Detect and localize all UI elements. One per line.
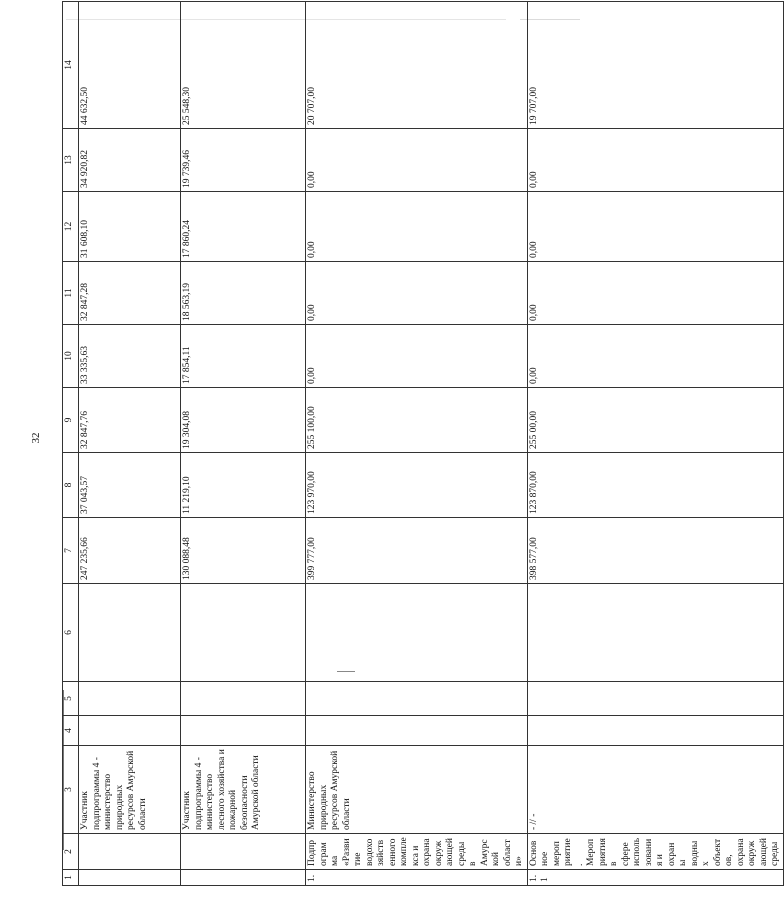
header-col-13: 13 [63, 129, 79, 192]
cell-number [181, 870, 306, 886]
cell-year-value: 44 632,50 [79, 2, 181, 129]
cell-col-4 [181, 716, 306, 746]
header-col-3: 3 [63, 746, 79, 834]
cell-year-value: 0,00 [527, 262, 783, 325]
cell-total: 130 088,48 [181, 518, 306, 584]
cell-number: 1.1 [527, 870, 783, 886]
cell-col-5 [306, 682, 528, 716]
cell-total: 399 777,00 [306, 518, 528, 584]
cell-year-value: 0,00 [306, 129, 528, 192]
cell-year-value: 0,00 [527, 129, 783, 192]
cell-year-value: 25 548,30 [181, 2, 306, 129]
cell-year-value: 255 100,00 [306, 388, 528, 453]
cell-program [181, 834, 306, 870]
cell-program [79, 834, 181, 870]
cell-total: 398 577,00 [527, 518, 783, 584]
cell-year-value: 0,00 [306, 262, 528, 325]
cell-year-value: 0,00 [306, 325, 528, 388]
header-col-7: 7 [63, 518, 79, 584]
cell-year-value: 32 847,76 [79, 388, 181, 453]
cell-year-value: 0,00 [527, 192, 783, 262]
cell-col-4 [79, 716, 181, 746]
header-col-14: 14 [63, 2, 79, 129]
header-col-8: 8 [63, 453, 79, 518]
cell-year-value: 123 870,00 [527, 453, 783, 518]
table-row [527, 2, 783, 886]
cell-year-value: 33 335,63 [79, 325, 181, 388]
cell-col-5 [79, 682, 181, 716]
cell-year-value: 255 00,00 [527, 388, 783, 453]
header-col-6: 6 [63, 584, 79, 682]
budget-table [62, 1, 784, 886]
header-col-2: 2 [63, 834, 79, 870]
cell-year-value: 31 608,10 [79, 192, 181, 262]
cell-year-value: 18 563,19 [181, 262, 306, 325]
table-row [306, 2, 528, 886]
header-col-9: 9 [63, 388, 79, 453]
cell-year-value: 19 304,08 [181, 388, 306, 453]
cell-col-6 [527, 584, 783, 682]
page-number: 32 [30, 432, 42, 444]
header-col-12: 12 [63, 192, 79, 262]
cell-year-value: 17 860,24 [181, 192, 306, 262]
cell-executor: - // - [527, 746, 783, 834]
cell-year-value: 19 739,46 [181, 129, 306, 192]
cell-year-value: 0,00 [527, 325, 783, 388]
cell-year-value: 19 707,00 [527, 2, 783, 129]
cell-year-value: 0,00 [306, 192, 528, 262]
cell-col-4 [527, 716, 783, 746]
cell-number: 1. [306, 870, 528, 886]
cell-number [79, 870, 181, 886]
table-row [181, 2, 306, 886]
table-area [62, 32, 780, 886]
cell-col-6 [306, 584, 528, 682]
cell-col-6 [79, 584, 181, 682]
header-col-5: 5 [63, 682, 79, 716]
cell-program: Основное мероприятие. Мероприятия в сфере использования и охраны водных объектов, охрана окружающей среды [527, 834, 783, 870]
cell-executor: Участник подпрограммы 4 - министерство природных ресурсов Амурской области [79, 746, 181, 834]
cell-year-value: 34 920,82 [79, 129, 181, 192]
cell-col-5 [527, 682, 783, 716]
header-row [63, 2, 79, 886]
header-col-11: 11 [63, 262, 79, 325]
scan-mark [337, 671, 355, 672]
cell-year-value: 123 970,00 [306, 453, 528, 518]
table-header [63, 2, 79, 886]
cell-program: Подпрограмма «Развитие водохозяйственного комплекса и охрана окружающей среды в Амурской области» [306, 834, 528, 870]
cell-year-value: 20 707,00 [306, 2, 528, 129]
cell-executor: Министерство природных ресурсов Амурской области [306, 746, 528, 834]
cell-col-6 [181, 584, 306, 682]
cell-col-4 [306, 716, 528, 746]
header-col-1: 1 [63, 870, 79, 886]
cell-executor: Участник подпрограммы 4 - министерство лесного хозяйства и пожарной безопасности Амурской области [181, 746, 306, 834]
rotated-table-wrapper [62, 32, 780, 886]
cell-year-value: 32 847,28 [79, 262, 181, 325]
header-col-4: 4 [63, 716, 79, 746]
cell-total: 247 235,66 [79, 518, 181, 584]
cell-col-5 [181, 682, 306, 716]
cell-year-value: 11 219,10 [181, 453, 306, 518]
cell-year-value: 17 854,11 [181, 325, 306, 388]
cell-year-value: 37 043,57 [79, 453, 181, 518]
header-col-10: 10 [63, 325, 79, 388]
table-row [79, 2, 181, 886]
